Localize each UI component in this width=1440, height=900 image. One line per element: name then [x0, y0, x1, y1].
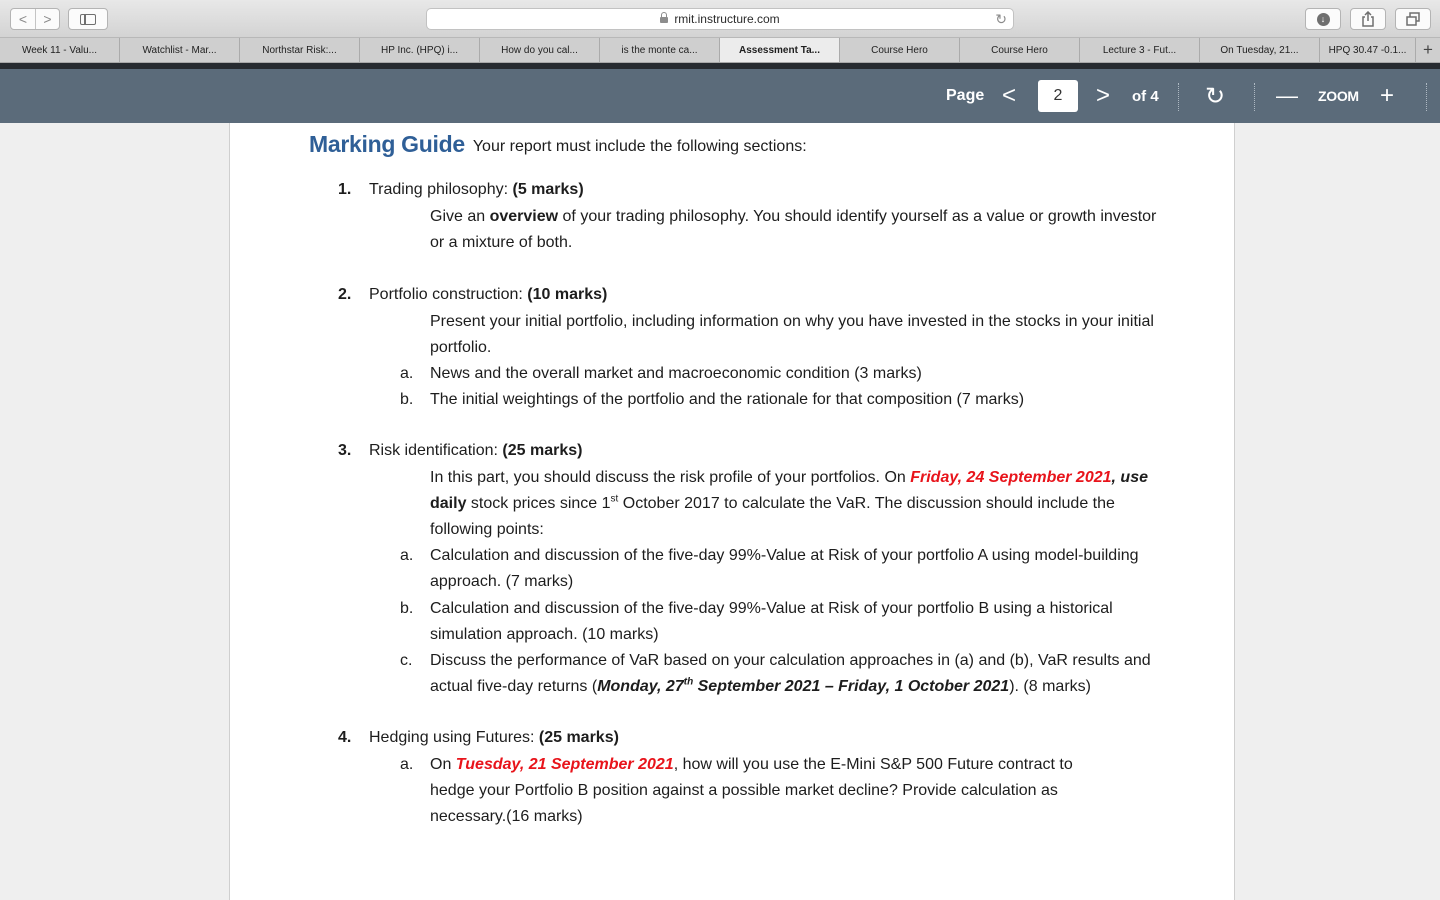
- tab-label: How do you cal...: [501, 44, 578, 56]
- zoom-out-button[interactable]: [1276, 69, 1298, 123]
- tab-northstar-risk[interactable]: [240, 38, 360, 62]
- item-label: a.: [400, 756, 414, 773]
- page-number-input[interactable]: 2: [1038, 80, 1078, 112]
- reload-icon[interactable]: ↻: [995, 11, 1007, 27]
- section-2-heading: [338, 286, 607, 304]
- tab-assessment-task[interactable]: [720, 38, 840, 62]
- section-1-text: [430, 204, 1170, 256]
- section-marks: (10 marks): [527, 286, 608, 303]
- section-number: 3.: [338, 442, 352, 459]
- item-label: c.: [400, 652, 413, 669]
- downloads-button[interactable]: [1305, 8, 1341, 30]
- document-intro: Your report must include the following sections:: [472, 138, 807, 155]
- section-1-heading: [338, 181, 584, 199]
- section-number: 2.: [338, 286, 352, 303]
- minus-icon: —: [1276, 83, 1298, 108]
- text-run: September 2021 – Friday, 1 October 2021: [693, 678, 1010, 695]
- item-label: a.: [400, 365, 414, 382]
- section-label: Risk identification:: [369, 442, 503, 459]
- plus-icon: +: [1423, 40, 1433, 59]
- section-label: Hedging using Futures:: [369, 729, 539, 746]
- tab-course-hero-2[interactable]: [960, 38, 1080, 62]
- text-run: of your trading philosophy. You should identify yourself as a value or growth investor or a mixture of both.: [430, 208, 1157, 251]
- item-label: a.: [400, 547, 414, 564]
- sidebar-icon: [80, 14, 96, 25]
- back-button[interactable]: [11, 9, 35, 29]
- section-3-text: [430, 465, 1170, 543]
- tab-label: Lecture 3 - Fut...: [1102, 44, 1177, 56]
- url-text: rmit.instructure.com: [674, 12, 780, 26]
- tab-label: HP Inc. (HPQ) i...: [380, 44, 459, 56]
- tab-label: Assessment Ta...: [739, 44, 820, 56]
- pdf-toolbar: [0, 69, 1440, 123]
- show-tabs-button[interactable]: [1395, 8, 1431, 30]
- tab-label: Northstar Risk:...: [262, 44, 337, 56]
- section-3-heading: [338, 442, 582, 460]
- text-run: Discuss the performance of VaR based on your calculation approaches in (a) and (b), VaR results and actual five-day returns (: [430, 652, 1151, 695]
- sidebar-toggle-button[interactable]: [68, 8, 108, 30]
- tab-label: Course Hero: [871, 44, 928, 56]
- chevron-right-icon: >: [43, 11, 52, 27]
- zoom-in-button[interactable]: [1380, 69, 1394, 123]
- lock-icon: [660, 17, 668, 23]
- new-tab-button[interactable]: [1416, 38, 1440, 62]
- chevron-left-icon: <: [1002, 82, 1017, 109]
- tab-how-do-you-cal[interactable]: [480, 38, 600, 62]
- tab-watchlist[interactable]: [120, 38, 240, 62]
- tab-on-tuesday[interactable]: [1200, 38, 1320, 62]
- section-label: Trading philosophy:: [369, 181, 513, 198]
- item-text: Calculation and discussion of the five-day 99%-Value at Risk of your portfolio B using a historical simulation approach. (10 marks): [430, 600, 1113, 643]
- section-3-item-b: [400, 596, 1180, 648]
- superscript: st: [610, 493, 619, 505]
- zoom-label: ZOOM: [1318, 88, 1359, 104]
- highlight-date: Tuesday, 21 September 2021: [455, 756, 674, 773]
- text-run: , how will you use the E-Mini S&P 500 Future contract to hedge your Portfolio B position against a possible market decline? Provide calculation as necessary.(16 marks): [430, 756, 1073, 825]
- superscript: th: [683, 676, 694, 688]
- marking-guide-header: [309, 131, 807, 158]
- tab-monte-carlo[interactable]: [600, 38, 720, 62]
- text-run: ). (8 marks): [1009, 678, 1091, 695]
- section-number: 1.: [338, 181, 352, 198]
- address-bar[interactable]: [426, 8, 1014, 30]
- rotate-icon: ↻: [1205, 82, 1226, 110]
- tab-lecture-3[interactable]: [1080, 38, 1200, 62]
- item-label: b.: [400, 600, 414, 617]
- document-title: Marking Guide: [309, 131, 465, 157]
- item-text: Calculation and discussion of the five-day 99%-Value at Risk of your portfolio A using model-building approach. (7 marks): [430, 547, 1139, 590]
- section-3-item-a: [400, 543, 1180, 595]
- text-run: Monday, 27: [597, 678, 684, 695]
- pdf-page: [229, 123, 1235, 900]
- tab-bar: [0, 38, 1440, 63]
- item-text: News and the overall market and macroeconomic condition (3 marks): [430, 365, 922, 382]
- tab-label: Watchlist - Mar...: [142, 44, 217, 56]
- highlight-date: Friday, 24 September 2021: [910, 469, 1112, 486]
- text-run: Give an: [430, 208, 490, 225]
- item-label: b.: [400, 391, 414, 408]
- section-number: 4.: [338, 729, 352, 746]
- tab-hpq-quote[interactable]: [1320, 38, 1416, 62]
- section-marks: (25 marks): [502, 442, 583, 459]
- toolbar-divider: [1254, 83, 1255, 111]
- section-2-item-a: [400, 361, 1180, 387]
- text-run: daily: [430, 495, 467, 512]
- download-icon: ↓: [1317, 13, 1330, 26]
- chevron-left-icon: <: [18, 11, 28, 27]
- tab-label: is the monte ca...: [621, 44, 698, 56]
- text-run: overview: [489, 208, 559, 225]
- plus-icon: +: [1380, 82, 1395, 109]
- history-nav: [10, 8, 60, 30]
- text-run: On: [430, 756, 456, 773]
- text-run: October 2017 to calculate the VaR. The discussion should include the following points:: [430, 495, 1115, 538]
- tab-week-11[interactable]: [0, 38, 120, 62]
- tab-label: On Tuesday, 21...: [1220, 44, 1299, 56]
- share-button[interactable]: [1350, 8, 1386, 30]
- section-2-item-b: [400, 387, 1180, 413]
- toolbar-divider: [1178, 83, 1179, 111]
- pdf-viewport[interactable]: [0, 123, 1440, 900]
- tab-hp-inc[interactable]: [360, 38, 480, 62]
- section-marks: (25 marks): [538, 729, 619, 746]
- forward-button[interactable]: [35, 9, 59, 29]
- browser-toolbar: [0, 0, 1440, 38]
- page-count: of 4: [1132, 87, 1159, 105]
- chevron-right-icon: >: [1096, 82, 1111, 109]
- item-text: The initial weightings of the portfolio and the rationale for that composition (7 marks): [430, 391, 1025, 408]
- text-run: In this part, you should discuss the risk profile of your portfolios. On: [430, 469, 911, 486]
- previous-page-button[interactable]: [1002, 69, 1016, 123]
- section-label: Portfolio construction:: [369, 286, 528, 303]
- text-run: stock prices since 1: [466, 495, 611, 512]
- section-marks: (5 marks): [512, 181, 584, 198]
- section-4-item-a: [400, 752, 1180, 830]
- next-page-button[interactable]: [1096, 69, 1110, 123]
- tab-label: Week 11 - Valu...: [21, 44, 98, 56]
- section-4-heading: [338, 729, 619, 747]
- toolbar-divider: [1426, 83, 1427, 111]
- section-2-text: Present your initial portfolio, including information on why you have invested in the stocks in your initial portfolio.: [430, 313, 1154, 356]
- tab-course-hero-1[interactable]: [840, 38, 960, 62]
- section-3-item-c: [400, 648, 1180, 700]
- text-run: , use: [1111, 469, 1148, 486]
- rotate-button[interactable]: [1205, 69, 1225, 123]
- tab-label: Course Hero: [991, 44, 1048, 56]
- page-label: Page: [946, 87, 985, 104]
- tab-label: HPQ 30.47 -0.1...: [1328, 44, 1407, 56]
- share-icon: [1361, 11, 1375, 27]
- tabs-overview-icon: [1406, 12, 1420, 26]
